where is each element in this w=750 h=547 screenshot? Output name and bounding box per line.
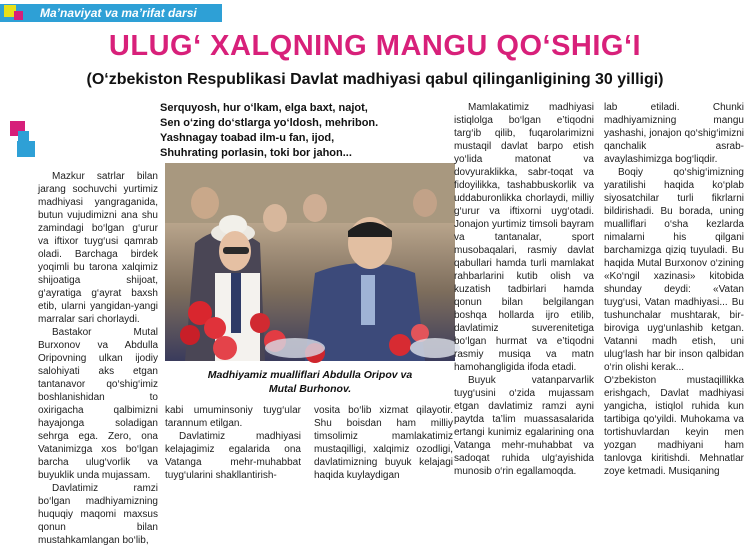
section-label: Ma’naviyat va ma’rifat darsi (40, 6, 197, 20)
epigraph (160, 101, 378, 161)
paragraph: Mamlakatimiz madhiyasi istiqlolga bo‘lgan e’tiqodni targ‘ib qilib, fuqarolarimizni mustaqil davlat barpo etish yo‘lida matonat va dovyuraklikka, sabr-toqat va fidoyilikka, tashabbuskorlik va uddaburonlikka chorlaydi, milliy g‘urur va iftixorni uyg‘otadi. Jonajon yurtimiz timsoli bayram va tantanalar, sport musobaqalari, rasmiy davlat qabullari hamda turli mamlakat rahbarlarini kutib olish va kuzatish tadbirlari hamda qonun bilan belgilangan boshqa hollarda ijro etilib, davlatimiz suverenitetiga bo‘lgan hurmat va e’tiqodni rasmiy musiqa va matn hamohangligida ifoda etadi. (454, 102, 594, 373)
photo-caption (165, 368, 455, 396)
paragraph: O‘zbekiston mustaqillikka erishgach, Davlat madhiyasi yangicha, istiqlol ruhida kun tartibiga qo‘yildi. Muhokama va tortishuvlardan keyin men yozgan madhiyani ham tanlovga kiritishdi. Mehnatlar zoye ketmadi. Musiqaning (604, 375, 744, 477)
caption-line: Madhiyamiz mualliflari Abdulla Oripov va (207, 369, 413, 381)
epigraph-line: Yashnagay toabad ilm-u fan, ijod, (160, 132, 335, 144)
paragraph: Boqiy qo‘shig‘imizning yaratilishi haqida ko‘plab siyosatchilar turli fikrlarni bildirishadi. Bu borada, uning mualliflari o‘sha kezlarda nimalarni his qilgani barchamizga qiziq tuyuladi. Bu haqida Mutal Burxonov o‘zining «Ko‘ngil xazinasi» kitobida shunday deydi: «Vatan tuyg‘usi, Vatan madhiyasi... Bu tushunchalar mushtarak, bir-biroviga uyg‘unlashib ketgan. Vatanni madh etish, uni ulug‘lash har bir inson qalbidan o‘rin olishi kerak... (604, 167, 744, 373)
paragraph: Mazkur satrlar bilan jarang sochuvchi yurtimiz madhiyasi yangraganida, butun vujudimizni ana shu zamindagi bo‘lgan g‘urur va iftixor tuyg‘usi qamrab oladi. Barchaga birdek yoqimli bu tarona xalqimiz shijoatiga shijoat, g‘ayratiga g‘ayrat baxsh etib, ularni yangidan-yangi marralar sari chorlaydi. (38, 171, 158, 325)
text-column-4 (454, 101, 594, 477)
paragraph: Davlatimiz madhiyasi kelajagimiz egalarida ona Vatanga mehr-muhabbat tuyg‘ularini shakllantirish- (165, 431, 301, 481)
decorative-square (17, 141, 35, 157)
text-column-5 (604, 101, 744, 477)
authors-photo (165, 163, 455, 361)
article-headline: ULUG‘ XALQNING MANGU QO‘SHIG‘I (108, 30, 642, 62)
epigraph-line: Serquyosh, hur o‘lkam, elga baxt, najot, (160, 102, 368, 114)
paragraph: Davlatimiz ramzi bo‘lgan madhiyamizning huquqiy maqomi maxsus qonun bilan mustahkamlangan bo‘lib, (38, 483, 158, 546)
paragraph: lab etiladi. Chunki madhiyamizning mangu yashashi, jonajon qo‘shig‘imizni qanchalik asrab-avaylashimizga bog‘liqdir. (604, 102, 744, 165)
section-marker-magenta (14, 11, 23, 20)
paragraph: kabi umuminsoniy tuyg‘ular tarannum etilgan. (165, 405, 301, 429)
article-subheadline: (O‘zbekiston Respublikasi Davlat madhiyasi qabul qilinganligining 30 yilligi) (86, 71, 664, 88)
text-column-1 (38, 170, 158, 546)
photo-illustration (165, 163, 455, 361)
paragraph: Buyuk vatanparvarlik tuyg‘usini o‘zida mujassam etgan davlatimiz ramzi ayni paytda ta’lim muassasalarida ertangi kunimiz egalarining ona Vatanga mehr-muhabbat va sadoqat ruhida ulg‘ayishida munosib o‘rin egallamoqda. (454, 375, 594, 477)
text-column-2 (165, 404, 301, 481)
caption-line: Mutal Burhonov. (268, 383, 352, 395)
paragraph: Bastakor Mutal Burxonov va Abdulla Oripovning ulkan ijodiy salohiyati aks etgan tantanavor qo‘shig‘imiz boshlanishidan to oxirigacha qalbimizni hayajonga soladigan sehrga ega. Zero, ona Vatanimizga xos bo‘lgan barcha ulug‘vorlik va buyuklik unda mujassam. (38, 327, 158, 481)
epigraph-line: Sen o‘zing do‘stlarga yo‘ldosh, mehribon. (160, 117, 379, 129)
paragraph: vosita bo‘lib xizmat qilayotir. Shu boisdan ham milliy timsolimiz mamlakatimiz mustaqilligi, xalqimiz ozodligi, davlatimizning buyuk kelajagi haqida kuylaydigan (314, 405, 453, 481)
epigraph-line: Shuhrating porlasin, toki bor jahon... (160, 147, 352, 159)
text-column-3 (314, 404, 453, 481)
